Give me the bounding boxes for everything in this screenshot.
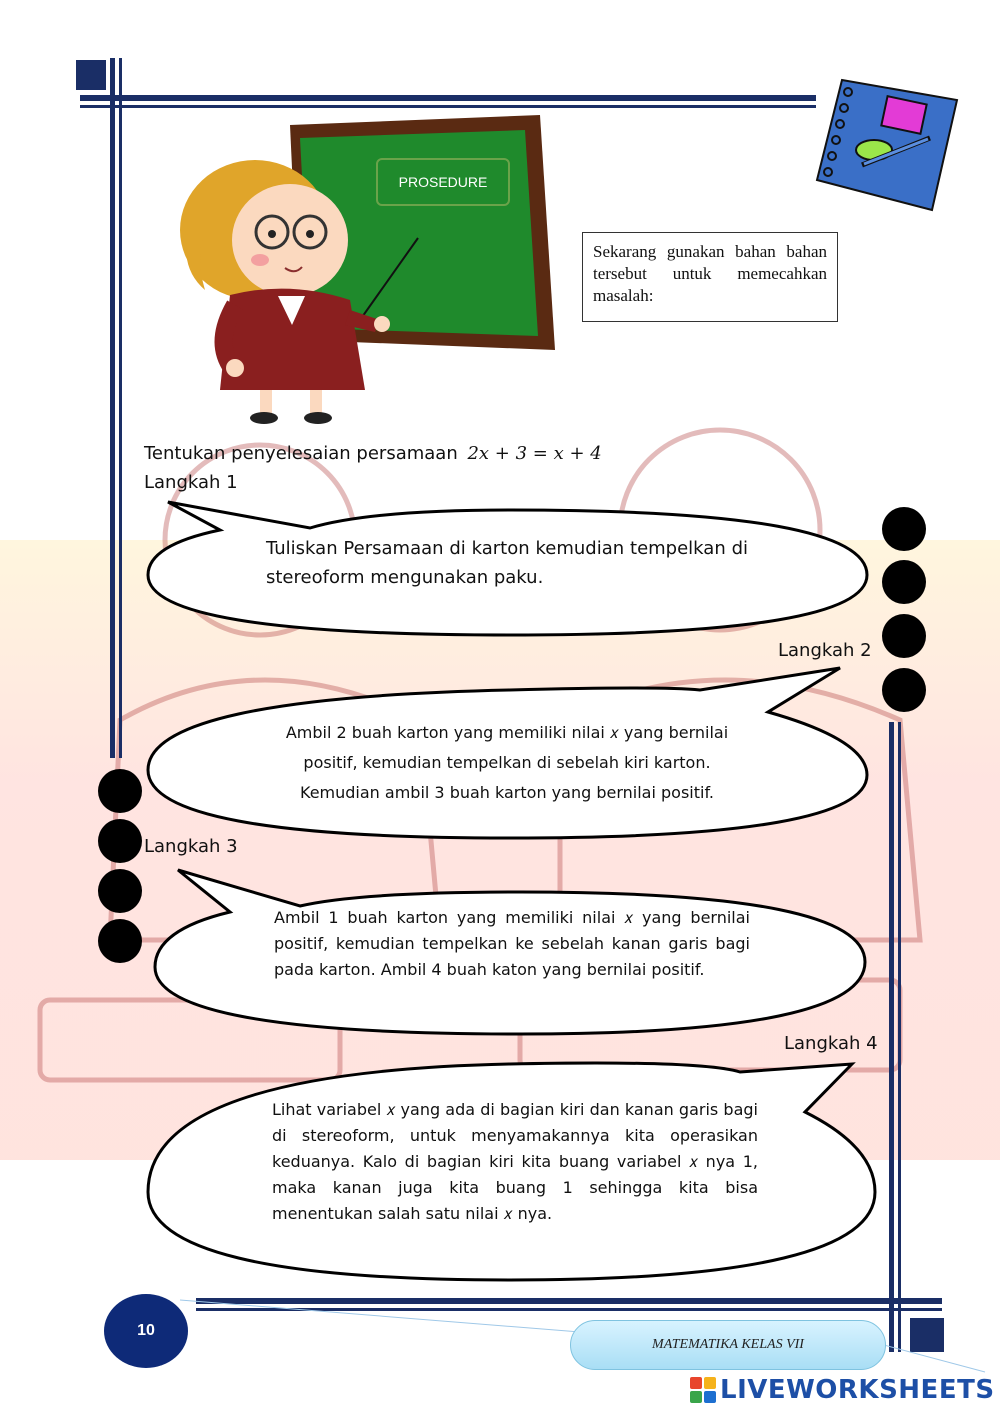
liveworksheets-logo-icon [690, 1377, 716, 1403]
frame-right-line-2 [898, 722, 901, 1352]
answer-dot-right-3[interactable] [882, 614, 926, 658]
problem-statement [144, 443, 602, 464]
problem-equation: 2𝑥 + 3 = 𝑥 + 4 [467, 443, 602, 464]
problem-intro: Tentukan penyelesaian persamaan [144, 443, 458, 464]
step-3-label: Langkah 3 [144, 836, 238, 857]
answer-dot-right-2[interactable] [882, 560, 926, 604]
teacher-chalkboard-illustration [160, 110, 570, 430]
step-2-text: Ambil 2 buah karton yang memiliki nilai 𝑥 yang bernilai positif, kemudian tempelkan di sebelah kiri karton. Kemudian ambil 3 buah karton yang bernilai positif. [285, 723, 729, 802]
instruction-box: Sekarang gunakan bahan bahan tersebut untuk memecahkan masalah: [582, 232, 838, 322]
step-3-text: Ambil 1 buah karton yang memiliki nilai 𝑥 yang bernilai positif, kemudian tempelkan ke sebelah kanan garis bagi pada karton. Ambil 4 buah katon yang bernilai positif. [274, 908, 750, 979]
chalkboard-label-box [376, 158, 510, 206]
frame-corner-square-top-left [76, 60, 106, 90]
step-4-text: Lihat variabel 𝑥 yang ada di bagian kiri dan kanan garis bagi di stereoform, untuk menyamakannya kita operasikan keduanya. Kalo di bagian kiri kita buang variabel 𝑥 nya 1, maka kanan juga kita buang 1 sehingga kita bisa menentukan salah satu nilai 𝑥 nya. [272, 1100, 758, 1223]
chalkboard-label: PROSEDURE [398, 174, 488, 190]
answer-dot-left-3[interactable] [98, 869, 142, 913]
liveworksheets-watermark [690, 1372, 995, 1408]
step-2-label: Langkah 2 [778, 640, 872, 661]
notebook-illustration [812, 70, 968, 216]
watermark-text: LIVEWORKSHEETS [720, 1375, 995, 1405]
step-1-label: Langkah 1 [144, 472, 238, 493]
page-number: 10 [104, 1294, 188, 1368]
answer-dot-right-4[interactable] [882, 668, 926, 712]
answer-dot-left-2[interactable] [98, 819, 142, 863]
frame-left-line-2 [119, 58, 122, 758]
frame-left-line-1 [110, 58, 115, 758]
step-4-label: Langkah 4 [784, 1033, 878, 1054]
frame-right-line-1 [889, 722, 894, 1352]
subject-banner: MATEMATIKA KELAS VII [570, 1320, 886, 1370]
answer-dot-left-1[interactable] [98, 769, 142, 813]
frame-top-line-2 [80, 105, 816, 108]
step-1-text: Tuliskan Persamaan di karton kemudian tempelkan di stereoform mengunakan paku. [266, 538, 748, 588]
answer-dot-right-1[interactable] [882, 507, 926, 551]
answer-dot-left-4[interactable] [98, 919, 142, 963]
frame-top-line-1 [80, 95, 816, 101]
